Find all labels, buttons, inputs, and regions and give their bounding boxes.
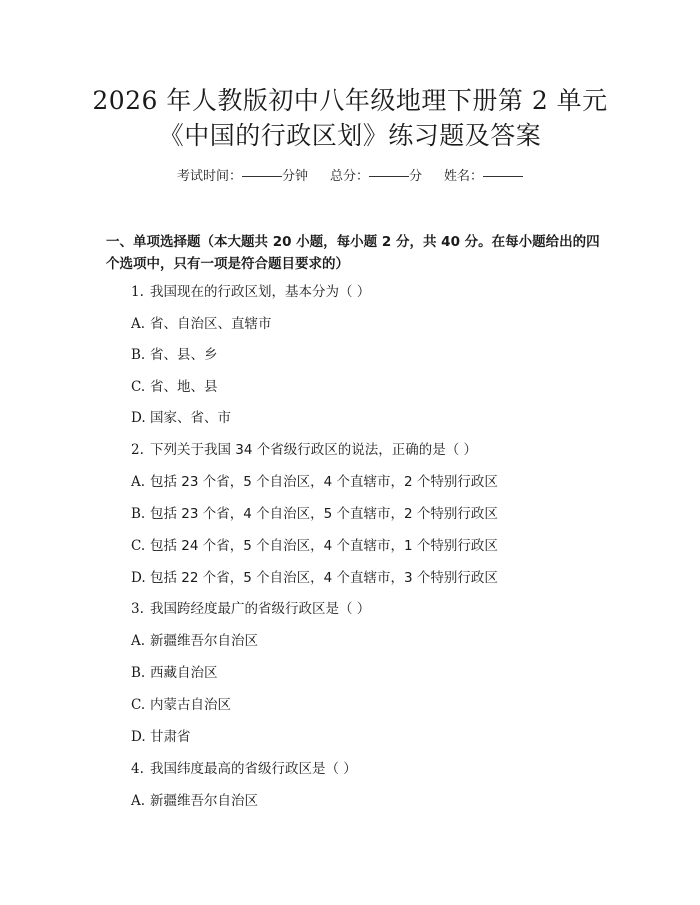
option-letter: D. — [131, 410, 146, 426]
exam-info-line — [0, 168, 700, 186]
option-text: 新疆维吾尔自治区 — [150, 633, 258, 649]
question-text: 我国跨经度最广的省级行政区是（ ） — [150, 601, 371, 617]
question-1 — [131, 283, 370, 301]
exam-time-unit: 分钟 — [281, 169, 308, 184]
option-2a — [131, 473, 498, 491]
question-number: 1. — [131, 284, 144, 300]
total-score-label: 总分： — [329, 169, 369, 184]
option-1b — [131, 346, 218, 364]
question-text: 下列关于我国 34 个省级行政区的说法，正确的是（ ） — [150, 442, 478, 458]
option-text: 包括 22 个省，5 个自治区，4 个直辖市，3 个特别行政区 — [150, 570, 498, 586]
total-score-unit: 分 — [409, 169, 423, 184]
option-letter: C. — [131, 538, 146, 554]
option-letter: A. — [131, 316, 146, 332]
option-letter: B. — [131, 506, 146, 522]
option-3c — [131, 696, 231, 714]
option-text: 包括 24 个省，5 个自治区，4 个直辖市，1 个特别行政区 — [150, 538, 498, 554]
exam-time-blank — [242, 176, 282, 177]
option-text: 内蒙古自治区 — [150, 697, 231, 713]
document-title-line-2: 《中国的行政区划》练习题及答案 — [158, 121, 542, 150]
question-text: 我国纬度最高的省级行政区是（ ） — [150, 761, 357, 777]
option-text: 甘肃省 — [150, 729, 191, 745]
section-heading: 一、单项选择题（本大题共 20 小题，每小题 2 分，共 40 分。在每小题给出的四个选项中，只有一项是符合题目要求的） — [106, 234, 600, 272]
option-3d — [131, 728, 191, 746]
option-2d — [131, 569, 498, 587]
question-text: 我国现在的行政区划，基本分为（ ） — [150, 284, 371, 300]
question-4 — [131, 760, 357, 778]
option-text: 国家、省、市 — [150, 410, 231, 426]
option-letter: D. — [131, 729, 146, 745]
option-letter: D. — [131, 570, 146, 586]
option-text: 省、自治区、直辖市 — [150, 316, 272, 332]
question-number: 2. — [131, 442, 144, 458]
option-3b — [131, 664, 218, 682]
exam-time-label: 考试时间： — [176, 169, 242, 184]
option-letter: A. — [131, 633, 146, 649]
option-1d — [131, 409, 231, 427]
option-1c — [131, 378, 218, 396]
option-letter: B. — [131, 665, 146, 681]
option-letter: A. — [131, 793, 146, 809]
question-3 — [131, 600, 370, 618]
document-title-line-1: 2026 年人教版初中八年级地理下册第 2 单元 — [92, 86, 608, 115]
option-text: 新疆维吾尔自治区 — [150, 793, 258, 809]
student-name-blank — [483, 176, 523, 177]
option-text: 省、县、乡 — [150, 347, 218, 363]
student-name-label: 姓名： — [444, 169, 484, 184]
option-3a — [131, 632, 258, 650]
question-number: 4. — [131, 761, 144, 777]
option-4a — [131, 792, 258, 810]
option-2b — [131, 505, 498, 523]
option-2c — [131, 537, 498, 555]
option-letter: C. — [131, 697, 146, 713]
option-text: 包括 23 个省，5 个自治区，4 个直辖市，2 个特别行政区 — [150, 474, 498, 490]
total-score-blank — [369, 176, 409, 177]
option-text: 包括 23 个省，4 个自治区，5 个直辖市，2 个特别行政区 — [150, 506, 498, 522]
option-1a — [131, 315, 272, 333]
option-text: 省、地、县 — [150, 379, 218, 395]
question-number: 3. — [131, 601, 144, 617]
option-text: 西藏自治区 — [150, 665, 218, 681]
question-2 — [131, 441, 477, 459]
option-letter: B. — [131, 347, 146, 363]
option-letter: A. — [131, 474, 146, 490]
option-letter: C. — [131, 379, 146, 395]
